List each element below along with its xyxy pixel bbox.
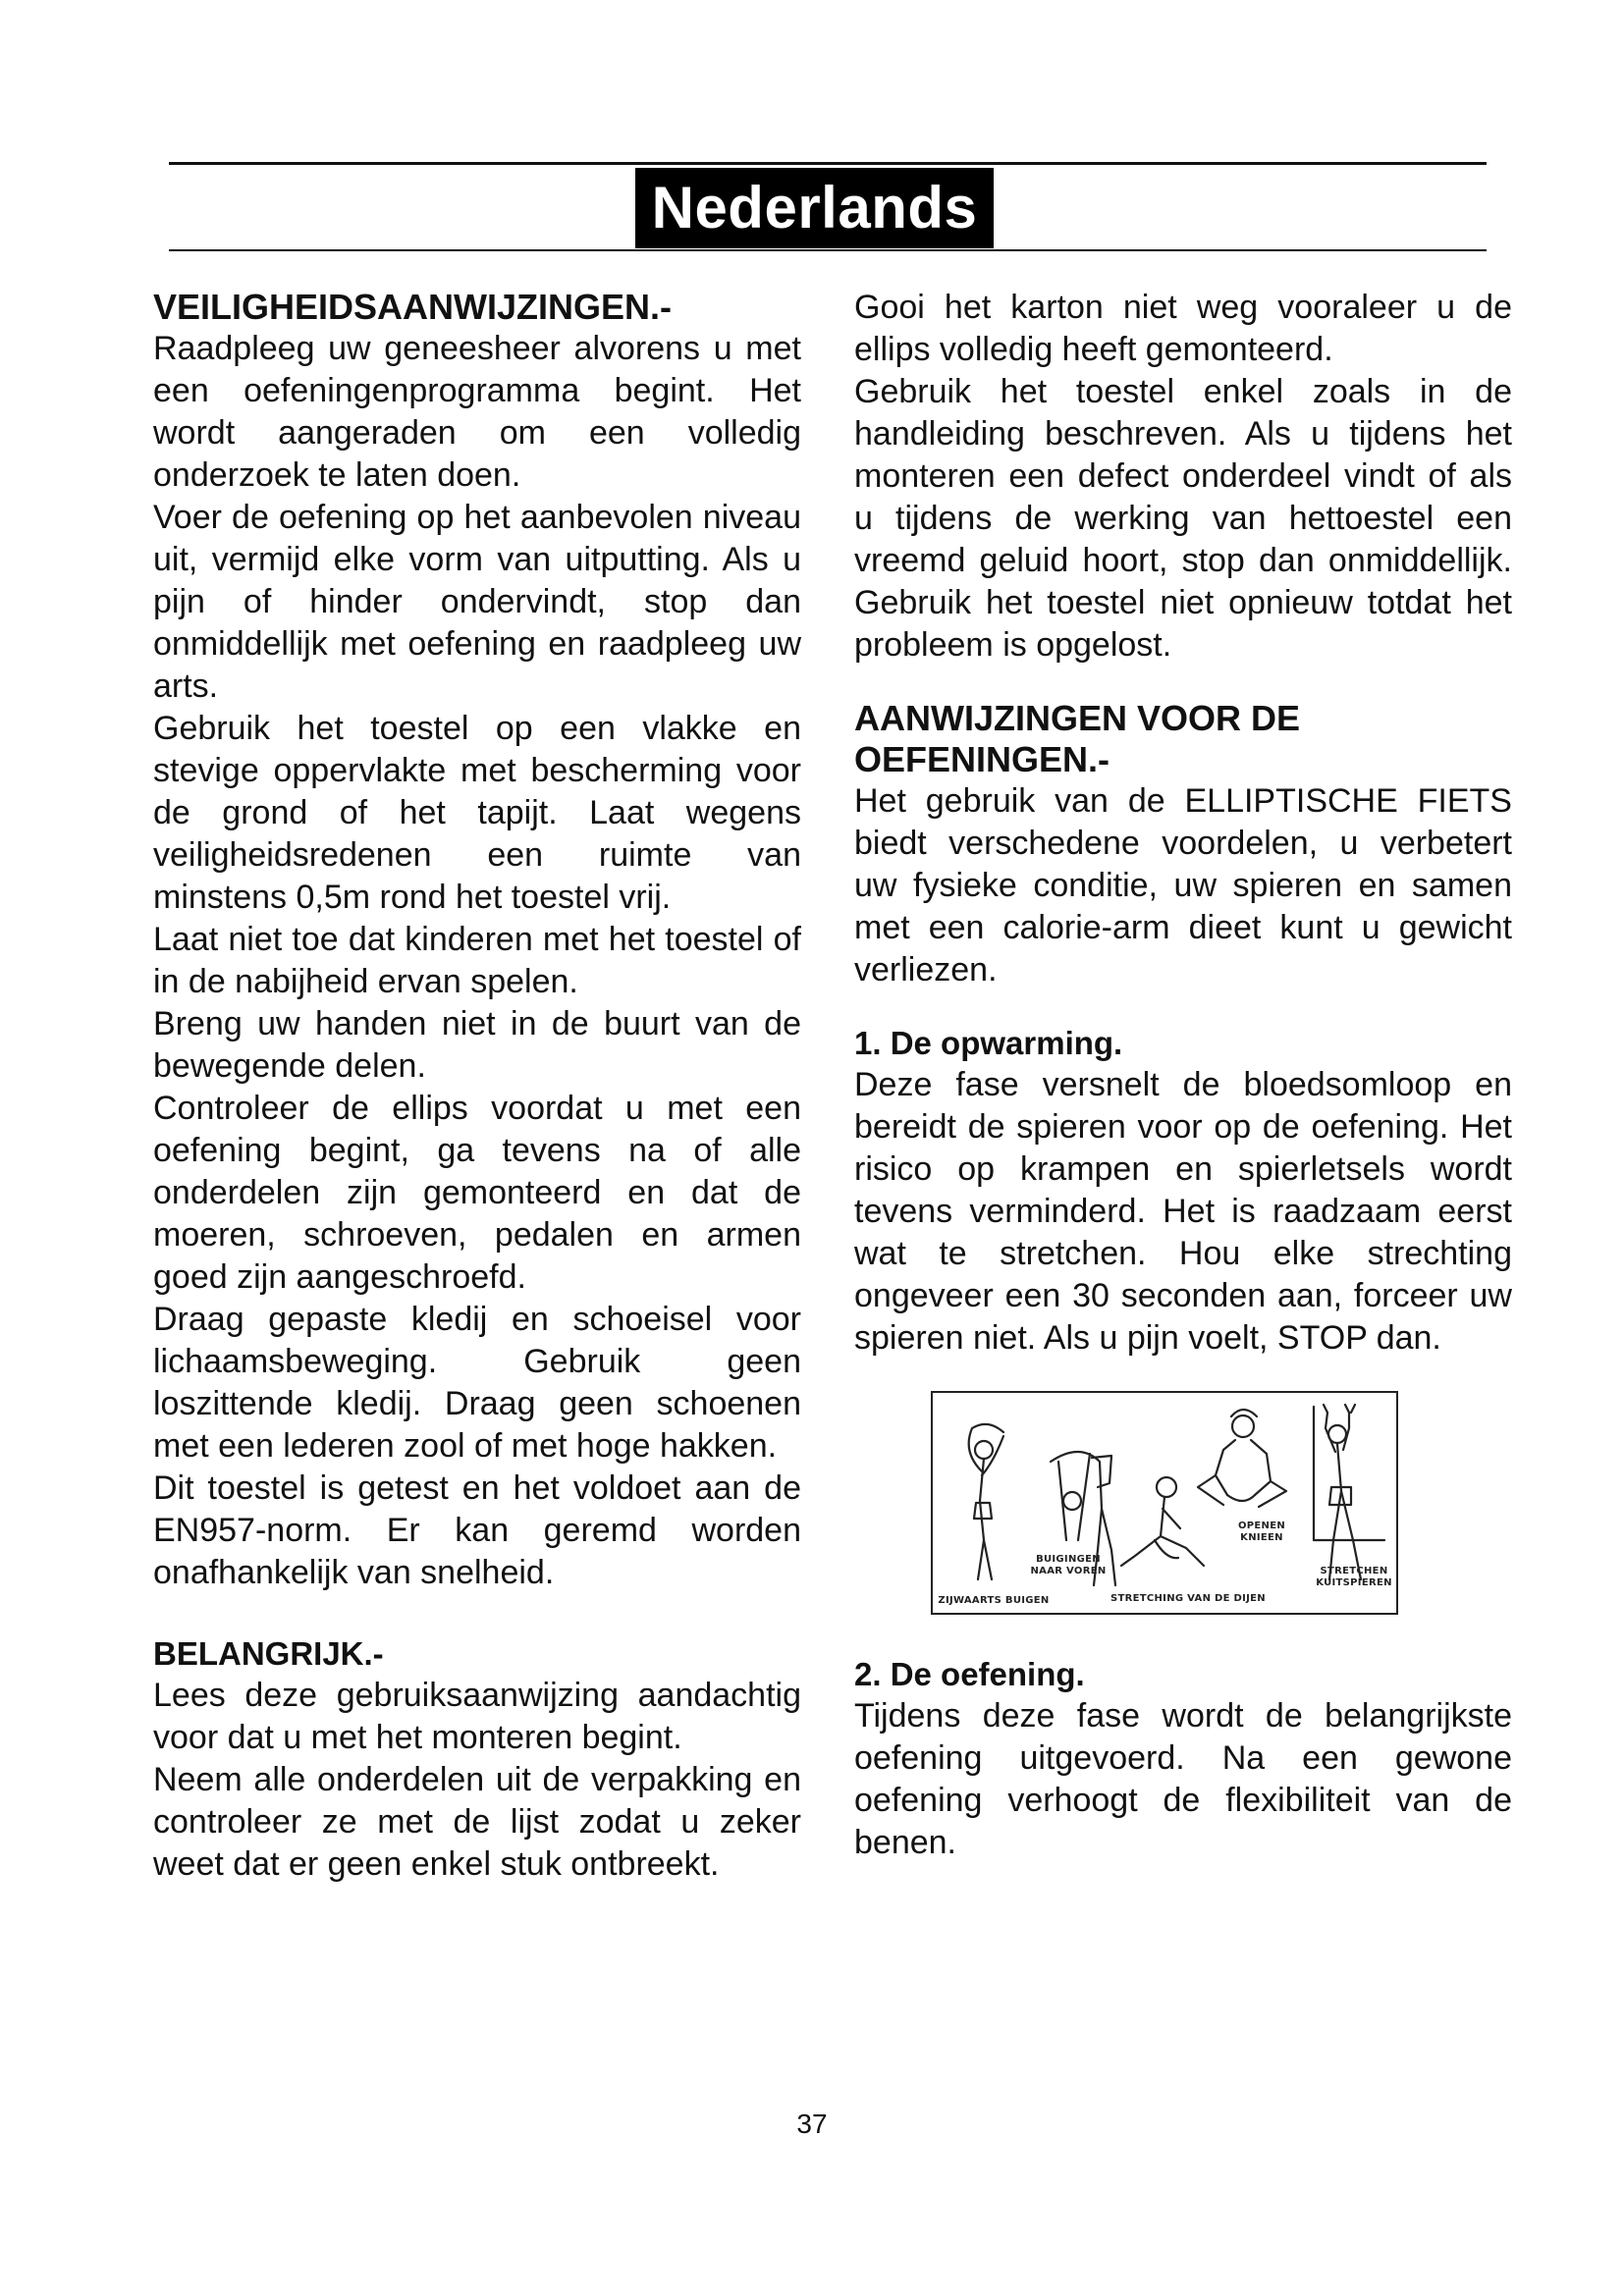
safety-paragraph: Breng uw handen niet in de buurt van de bewegende delen. [153, 1005, 801, 1085]
right-column [854, 287, 1512, 1864]
safety-paragraph: Controleer de ellips voordat u met een oefening begint, ga tevens na of alle onderdelen zijn gemonteerd en dat de moeren, schroeven, pedalen en armen goed zijn aangeschroefd. [153, 1090, 801, 1296]
safety-paragraph: Draag gepaste kledij en schoeisel voor lichaamsbeweging. Gebruik geen loszittende kledij. Draag geen schoenen met een lederen zool of met hoge hakken. [153, 1301, 801, 1465]
caption-forward-bend-2: NAAR VOREN [1030, 1566, 1107, 1576]
page-number: 37 [796, 2109, 828, 2139]
important-paragraph: Lees deze gebruiksaanwijzing aandachtig voor dat u met het monteren begint. [153, 1677, 801, 1756]
caption-knees-1: OPENEN [1237, 1521, 1286, 1531]
safety-paragraph: Dit toestel is getest en het voldoet aan de EN957-norm. Er kan geremd worden onafhankelijk van snelheid. [153, 1469, 801, 1591]
stretching-illustration [931, 1391, 1398, 1615]
language-banner: Nederlands [635, 168, 994, 248]
warmup-paragraph: Deze fase versnelt de bloedsomloop en bereidt de spieren voor op de oefening. Het risico op krampen en spierletsels wordt tevens verminderd. Het is raadzaam eerst wat te stretchen. Hou elke strechting ongeveer een 30 seconden aan, forceer uw spieren niet. Als u pijn voelt, STOP dan. [854, 1066, 1512, 1357]
important-heading: BELANGRIJK.- [153, 1635, 384, 1672]
safety-paragraph: Voer de oefening op het aanbevolen niveau uit, vermijd elke vorm van uitputting. Als u pijn of hinder ondervindt, stop dan onmiddellijk met oefening en raadpleeg uw arts. [153, 499, 801, 705]
intro-paragraph: Gebruik het toestel enkel zoals in de handleiding beschreven. Als u tijdens het monteren een defect onderdeel vindt of als u tijdens de werking van hettoestel een vreemd geluid hoort, stop dan onmiddellijk. Gebruik het toestel niet opnieuw totdat het probleem is opgelost. [854, 373, 1512, 664]
exercise-heading: 2. De oefening. [854, 1656, 1085, 1692]
safety-paragraph: Gebruik het toestel op een vlakke en stevige oppervlakte met bescherming voor de grond of het tapijt. Laat wegens veiligheidsredenen een ruimte van minstens 0,5m rond het toestel vrij. [153, 710, 801, 916]
exercise-paragraph: Tijdens deze fase wordt de belangrijkste oefening uitgevoerd. Na een gewone oefening verhoogt de flexibiliteit van de benen. [854, 1697, 1512, 1861]
caption-forward-bend-1: BUIGINGEN [1036, 1554, 1101, 1565]
header-rule-top [169, 162, 1487, 165]
caption-calf-2: KUITSPIEREN [1316, 1577, 1392, 1588]
important-paragraph: Neem alle onderdelen uit de verpakking en controleer ze met de lijst zodat u zeker weet dat er geen enkel stuk ontbreekt. [153, 1761, 801, 1883]
caption-side-bend: ZIJWAARTS BUIGEN [938, 1595, 1050, 1606]
warmup-heading: 1. De opwarming. [854, 1025, 1123, 1061]
safety-paragraph: Raadpleeg uw geneesheer alvorens u met een oefeningenprogramma begint. Het wordt aangeraden om een volledig onderzoek te laten doen. [153, 330, 801, 494]
exercise-instructions-heading: AANWIJZINGEN VOOR DE OEFENINGEN.- [854, 698, 1301, 779]
exercise-intro-paragraph: Het gebruik van de ELLIPTISCHE FIETS biedt verschedene voordelen, u verbetert uw fysieke conditie, uw spieren en samen met een calorie-arm dieet kunt u gewicht verliezen. [854, 782, 1512, 988]
caption-calf-1: STRETCHEN [1320, 1566, 1388, 1576]
caption-thigh-stretch: STRETCHING VAN DE DIJEN [1110, 1593, 1266, 1604]
caption-knees-2: KNIEEN [1240, 1532, 1283, 1543]
header-rule-bottom [169, 249, 1487, 251]
intro-paragraph: Gooi het karton niet weg vooraleer u de ellips volledig heeft gemonteerd. [854, 289, 1512, 368]
left-column [153, 287, 801, 1886]
safety-heading: VEILIGHEIDSAANWIJZINGEN.- [153, 287, 673, 327]
safety-paragraph: Laat niet toe dat kinderen met het toestel of in de nabijheid ervan spelen. [153, 921, 801, 1000]
